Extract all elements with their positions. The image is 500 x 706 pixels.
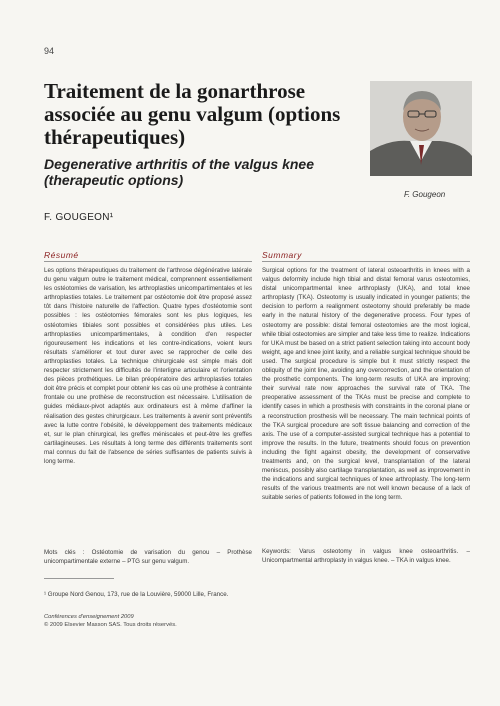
- keywords-text: Varus osteotomy in valgus knee osteoarthritis. – Unicompartmental arthroplasty in valgus knee. – TKA in valgus knee.: [262, 548, 470, 565]
- article-subtitle: Degenerative arthritis of the valgus knee (therapeutic options): [44, 156, 314, 188]
- photo-caption: F. Gougeon: [404, 190, 446, 199]
- article-title: Traitement de la gonarthrose associée au genu valgum (options thérapeutiques): [44, 79, 341, 149]
- portrait-image: [370, 81, 472, 176]
- keywords-label: Keywords:: [262, 548, 291, 555]
- affiliation-footnote: ¹ Groupe Nord Genou, 173, rue de la Louvière, 59000 Lille, France.: [44, 591, 229, 598]
- footnote-divider: [44, 578, 114, 579]
- footer-copyright: © 2009 Elsevier Masson SAS. Tous droits réservés.: [44, 622, 177, 628]
- resume-text: Les options thérapeutiques du traitement de l'arthrose dégénérative latérale du genu valgum outre le traitement médical, comprennent essentiellement les ostéotomies de varisation, les arthroplasties unicompartimentales et les arthroplasties totales. Le traitement par ostéotomie doit être proposé assez tôt dans l'histoire naturelle de l'affection. Quatre types d'ostéotomie sont possibles : les ostéotomies fémorales sont les plus logiques, les ostéotomies tibiales sont possibles et considérées plus utiles. Les arthroplasties unicompartimentales, à condition d'en respecter rigoureusement les indications et les contre-indications, voient leurs résultats s'améliorer et tout durer avec se rapprocher de celle des arthroplasties totales. La technique chirurgicale est simple mais doit respecter strictement les difficultés de l'interligne articulaire et l'orientation des pièces prothétiques. Le bilan préopératoire des arthroplasties totales doit être précis et complet pour obtenir les cas où une prothèse à contrainte frontale ou une prothèse de reconstruction est nécessaire. L'utilisation de guides médiaux-pivot adaptés aux ordinateurs est à même d'affiner la réalisation des gestes chirurgicaux. Les traitements à avenir sont préventifs avec la lutte contre l'obésité, le développement des traitements médicaux et, sur le plan chirurgical, les greffes méniscales et peut-être les greffes cartilagineuses. Les résultats à long terme des différents traitements sont mal connus du fait de l'absence de séries suffisantes de patients suivis à long terme.: [44, 267, 252, 465]
- keywords: [262, 547, 470, 565]
- summary-heading: Summary: [262, 250, 470, 262]
- footer-conference: Conférences d'enseignement 2009: [44, 614, 134, 620]
- mots-cles: [44, 548, 252, 566]
- mots-cles-label: Mots clés :: [44, 549, 85, 556]
- author-photo: [370, 81, 472, 176]
- summary-text: Surgical options for the treatment of lateral osteoarthritis in knees with a valgus deformity include high tibial and distal femoral varus osteotomies, distal unicompartmental knee arthroplasty (UKA), and total knee arthroplasty (TKA). Osteotomy is usually indicated in younger patients; the decision to perform a realignment osteotomy should preferably be made early in the natural history of the degenerative process. Four types of osteotomy are possible: distal femoral osteotomies are the most logical, while tibial osteotomies are simpler and take less time to realize. Indications for UKA must be based on a strict patient selection taking into account body weight, age and knee joint laxity, and a reliable surgical technique should be used. The surgical procedure is simple but it must strictly respect the obliquity of the joint line, avoiding any overcorrection, and the orientation of the prosthetic components. The long-term results of UKA are improving; their survival rate now approaches the survival rate of TKA. The preoperative assessment of the TKAs must be precise and complete to identify cases in which a prosthesis with constraints in the coronal plane or a reconstruction prosthesis will be necessary. The main technical points of the TKA surgical procedure are soft tissue balancing and correction of the axis. The use of a computer-assisted surgical technique has a potential to improve the results. In the future, treatments should focus on prevention including the fight against obesity, the development of conservative treatments and, on the surgical level, transplantation of the lateral meniscus, possibly also cartilage transplantation, as well as improvement in the indications and surgical techniques of knee arthroplasty. The long-term results of the various treatments are not well known because of a lack of suitable series of patients followed in the long term.: [262, 267, 470, 502]
- page-number: 94: [44, 46, 55, 56]
- author-name: F. GOUGEON¹: [44, 212, 114, 223]
- mots-cles-text: Ostéotomie de varisation du genou – Prothèse unicompartimentale externe – PTG sur genu valgum.: [44, 549, 252, 566]
- resume-heading: Résumé: [44, 250, 252, 262]
